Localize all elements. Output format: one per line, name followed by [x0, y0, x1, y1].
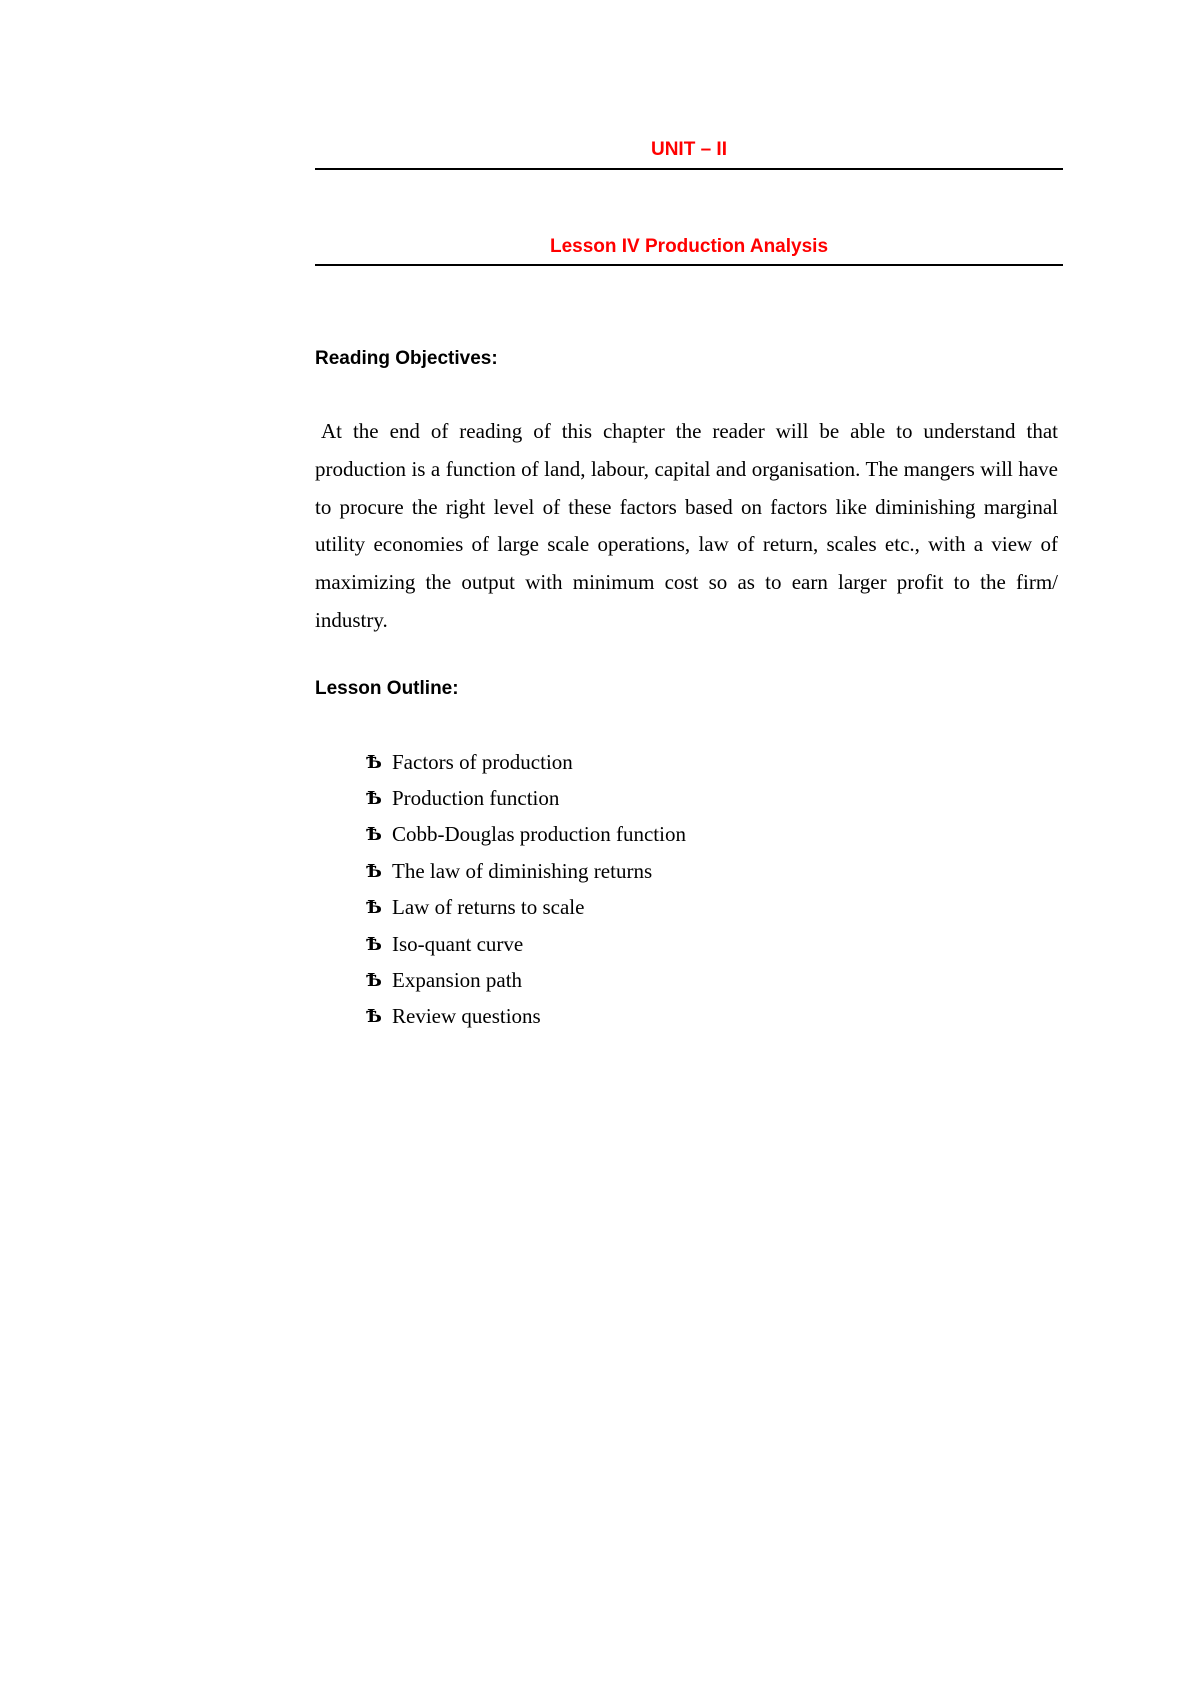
- list-item: [366, 744, 686, 780]
- list-item-label: Production function: [392, 786, 560, 811]
- unit-title: UNIT – II: [650, 139, 727, 160]
- list-item-label: Expansion path: [392, 968, 523, 993]
- bullet-glyph-icon: Ѣ: [366, 751, 382, 773]
- list-item: [366, 890, 686, 926]
- list-item-label: Iso-quant curve: [392, 931, 524, 956]
- list-item: [366, 962, 686, 998]
- bullet-glyph-icon: Ѣ: [366, 824, 382, 846]
- bullet-glyph-icon: Ѣ: [366, 1006, 382, 1028]
- list-item: [366, 926, 686, 962]
- title-divider: [315, 168, 1063, 170]
- lesson-outline-heading: Lesson Outline:: [315, 678, 459, 699]
- list-item: [366, 999, 686, 1035]
- list-item-label: Law of returns to scale: [392, 895, 585, 920]
- list-item-label: The law of diminishing returns: [392, 858, 653, 883]
- list-item-label: Review questions: [392, 1004, 541, 1029]
- reading-objectives-heading: Reading Objectives:: [315, 348, 498, 369]
- list-item-label: Factors of production: [392, 749, 573, 774]
- list-item: [366, 817, 686, 853]
- list-item-label: Cobb-Douglas production function: [392, 822, 686, 847]
- bullet-glyph-icon: Ѣ: [366, 788, 382, 810]
- lesson-outline-list: [366, 744, 686, 1035]
- bullet-glyph-icon: Ѣ: [366, 970, 382, 992]
- bullet-glyph-icon: Ѣ: [366, 897, 382, 919]
- reading-objectives-paragraph: At the end of reading of this chapter the reader will be able to understand that production is a function of land, labour, capital and organisation. The mangers will have to procure the right level of these factors based on factors like diminishing marginal utility economies of large scale operations, law of return, scales etc., with a view of maximizing the output with minimum cost so as to earn larger profit to the firm/ industry.: [315, 419, 1058, 632]
- lesson-title: Lesson IV Production Analysis: [549, 236, 829, 257]
- bullet-glyph-icon: Ѣ: [366, 933, 382, 955]
- lesson-divider: [315, 264, 1063, 266]
- list-item: [366, 853, 686, 889]
- list-item: [366, 780, 686, 816]
- bullet-glyph-icon: Ѣ: [366, 860, 382, 882]
